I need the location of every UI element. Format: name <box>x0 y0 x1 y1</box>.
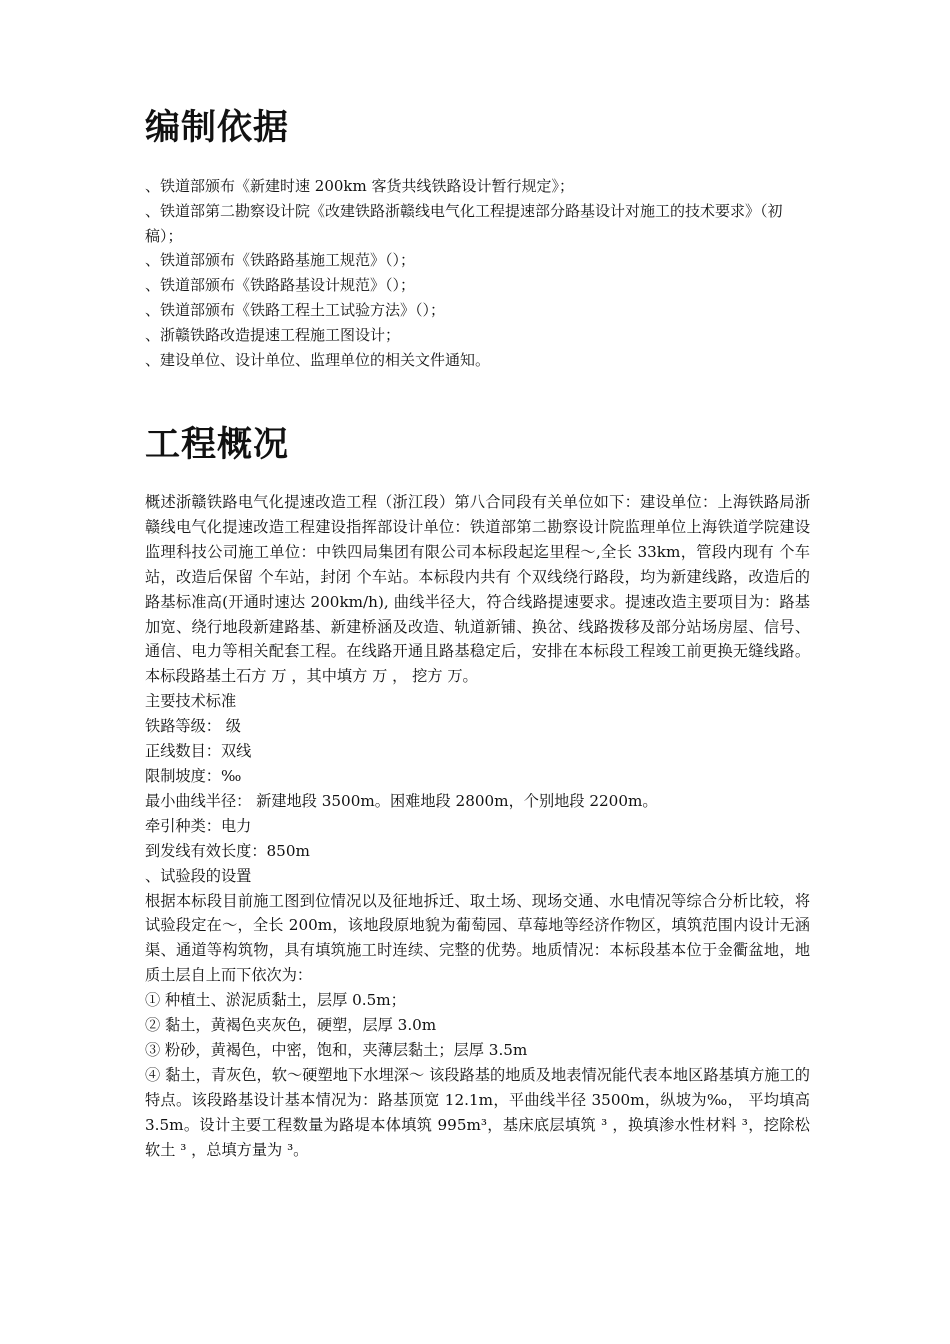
basis-item: 、铁道部颁布《铁路路基施工规范》（）； <box>145 251 416 270</box>
standard-item: 到发线有效长度：850m <box>145 841 310 860</box>
trial-section-paragraph: 根据本标段目前施工图到位情况以及征地拆迁、取土场、现场交通、水电情况等综合分析比较，将试验段定在～，全长 200m，该地段原地貌为葡萄园、草莓地等经济作物区，填筑范围内设计无涵渠、通道等构筑物，具有填筑施工时连续、完整的优势。地质情况：本标段基本位于金衢盆地，地质土层自上而下依次为： <box>145 891 810 985</box>
standard-item: 最小曲线半径： 新建地段 3500m。困难地段 2800m，个别地段 2200m。 <box>145 791 658 810</box>
overview-intro-paragraph: 概述浙赣铁路电气化提速改造工程（浙江段）第八合同段有关单位如下：建设单位：上海铁路局浙赣线电气化提速改造工程建设指挥部设计单位：铁道部第二勘察设计院监理单位上海铁道学院建设监理科技公司施工单位：中铁四局集团有限公司本标段起迄里程～,全长 33km，管段内现有 个车站，改造后保留 个车站，封闭 个车站。本标段内共有 个双线绕行路段，均为新建线路，改造后的路基标准高(开通时速达 200km/h), 曲线半径大，符合线路提速要求。提速改造主要项目为：路基加宽、绕行地段新建路基、新建桥涵及改造、轨道新铺、换岔、线路拨移及部分站场房屋、信号、通信、电力等相关配套工程。在线路开通且路基稳定后，安排在本标段工程竣工前更换无缝线路。本标段路基土石方 万 ，其中填方 万 ， 挖方 万。 <box>145 493 810 686</box>
trial-section-heading: 、试验段的设置 <box>145 866 252 885</box>
closing-paragraph: ④ 黏土，青灰色，软～硬塑地下水埋深～ 该段路基的地质及地表情况能代表本地区路基填方施工的特点。该段路基设计基本情况为：路基顶宽 12.1m，平曲线半径 3500m，纵坡为‰， 平均填高 3.5m。设计主要工程数量为路堤本体填筑 995m³，基床底层填筑 ³ ，换填渗水性材料 ³，挖除松软土 ³ ，总填方量为 ³。 <box>145 1065 810 1159</box>
soil-layer-item: ② 黏土，黄褐色夹灰色，硬塑，层厚 3.0m <box>145 1016 437 1035</box>
basis-item: 、铁道部第二勘察设计院《改建铁路浙赣线电气化工程提速部分路基设计对施工的技术要求》（初稿）； <box>145 201 783 245</box>
basis-item: 、铁道部颁布《铁路工程土工试验方法》（）； <box>145 300 446 319</box>
standard-item: 正线数目：双线 <box>145 742 252 761</box>
standard-item: 铁路等级： 级 <box>145 717 241 736</box>
standard-item: 限制坡度：‰ <box>145 766 242 785</box>
basis-item: 、建设单位、设计单位、监理单位的相关文件通知。 <box>145 350 491 369</box>
soil-layer-item: ① 种植土、淤泥质黏土，层厚 0.5m； <box>145 991 406 1010</box>
section-title-basis: 编制依据 <box>145 108 290 148</box>
overview-body <box>145 490 810 1162</box>
section-title-overview: 工程概况 <box>145 425 290 465</box>
standard-item: 牵引种类：电力 <box>145 816 252 835</box>
basis-list <box>145 174 810 372</box>
basis-item: 、浙赣铁路改造提速工程施工图设计； <box>145 325 401 344</box>
tech-standards-heading: 主要技术标准 <box>145 692 237 711</box>
basis-item: 、铁道部颁布《新建时速 200km 客货共线铁路设计暂行规定》； <box>145 177 574 195</box>
basis-item: 、铁道部颁布《铁路路基设计规范》（）； <box>145 276 416 295</box>
soil-layer-item: ③ 粉砂，黄褐色，中密，饱和，夹薄层黏土；层厚 3.5m <box>145 1040 528 1059</box>
